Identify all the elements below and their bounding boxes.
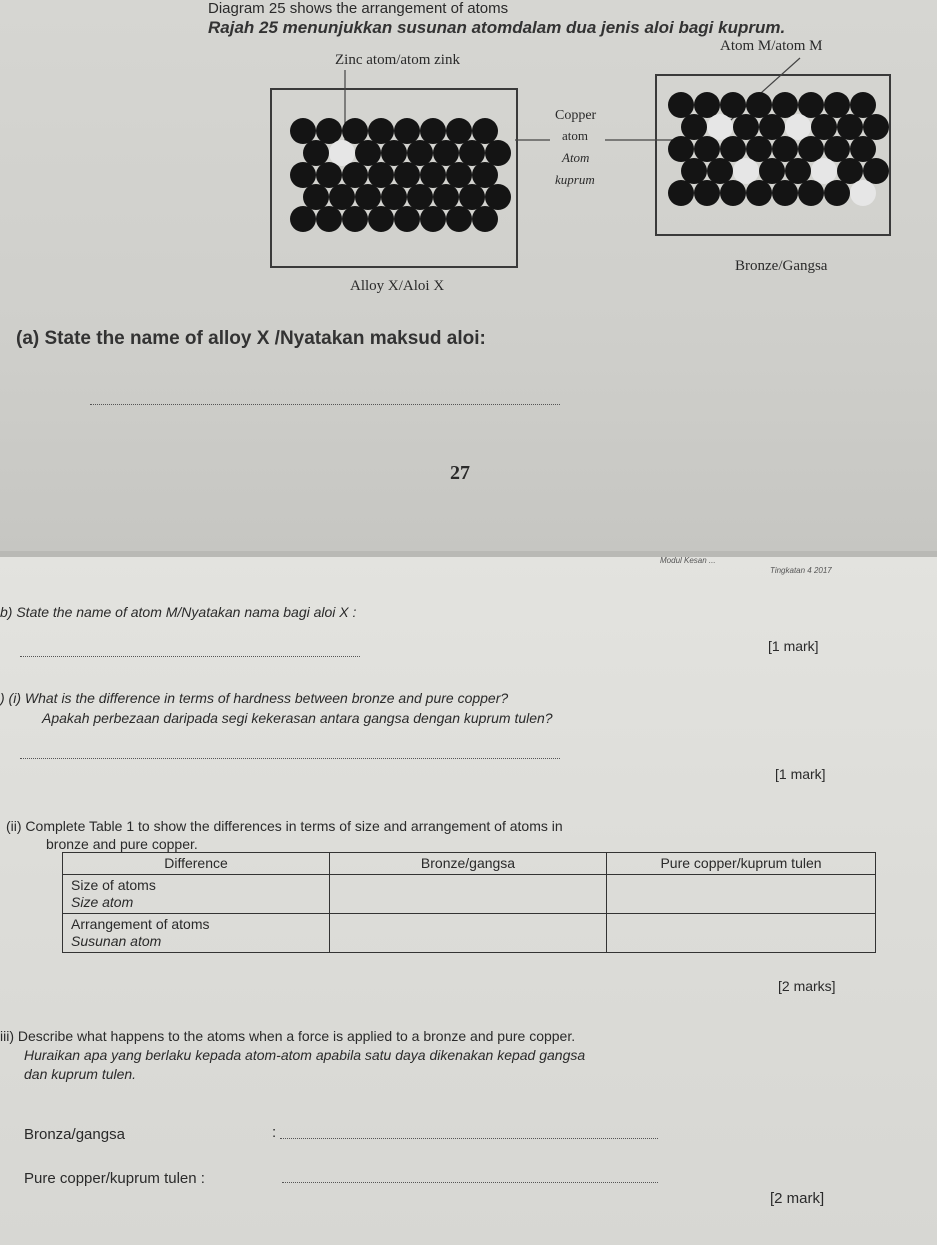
answer-line-copper[interactable] bbox=[282, 1182, 658, 1183]
answer-cell-copper-size[interactable] bbox=[607, 875, 876, 914]
differences-table bbox=[62, 852, 876, 953]
marks-b: [1 mark] bbox=[768, 638, 819, 654]
label-copper-4: kuprum bbox=[555, 172, 595, 187]
marks-c1: [1 mark] bbox=[775, 766, 826, 782]
table-header-row bbox=[63, 853, 876, 875]
label-copper-3: Atom bbox=[562, 150, 590, 165]
question-c2-line2: bronze and pure copper. bbox=[46, 836, 198, 852]
answer-line-bronze[interactable] bbox=[280, 1138, 658, 1139]
page-number: 27 bbox=[450, 462, 470, 484]
label-bronze: Bronze/Gangsa bbox=[735, 258, 828, 274]
table-row bbox=[63, 914, 876, 953]
corner-line-2: Tingkatan 4 2017 bbox=[770, 566, 832, 575]
answer-cell-bronze-arrangement[interactable] bbox=[330, 914, 607, 953]
question-c1-en: ) (i) What is the difference in terms of hardness between bronze and pure copper? bbox=[0, 690, 509, 706]
label-copper-answer: Pure copper/kuprum tulen : bbox=[24, 1170, 205, 1187]
answer-line-b[interactable] bbox=[20, 656, 360, 657]
corner-line-1: Modul Kesan ... bbox=[660, 556, 716, 565]
answer-cell-bronze-size[interactable] bbox=[330, 875, 607, 914]
table-cell-label bbox=[63, 914, 330, 953]
question-a: (a) State the name of alloy X /Nyatakan maksud aloi: bbox=[16, 328, 486, 349]
row-label-ms: Size atom bbox=[71, 894, 134, 910]
label-copper-2: atom bbox=[562, 128, 588, 143]
label-bronze-answer: Bronza/gangsa bbox=[24, 1126, 125, 1143]
table-cell-label bbox=[63, 875, 330, 914]
answer-cell-copper-arrangement[interactable] bbox=[607, 914, 876, 953]
question-c3-ms-line2: dan kuprum tulen. bbox=[24, 1066, 137, 1082]
marks-c3: [2 mark] bbox=[770, 1190, 825, 1207]
row-label-en: Arrangement of atoms bbox=[71, 916, 210, 932]
answer-line-c1[interactable] bbox=[20, 758, 560, 759]
label-alloy-x: Alloy X/Aloi X bbox=[350, 278, 445, 294]
row-label-en: Size of atoms bbox=[71, 877, 156, 893]
intro-line-ms: Rajah 25 menunjukkan susunan atomdalam dua jenis aloi bagi kuprum. bbox=[208, 18, 786, 37]
question-b: b) State the name of atom M/Nyatakan nama bagi aloi X : bbox=[0, 604, 357, 620]
intro-line-en: Diagram 25 shows the arrangement of atoms bbox=[208, 0, 509, 17]
answer-line-a[interactable] bbox=[90, 404, 560, 405]
marks-c2: [2 marks] bbox=[778, 978, 836, 994]
label-zinc-atom: Zinc atom/atom zink bbox=[335, 52, 460, 68]
question-c3-en: iii) Describe what happens to the atoms when a force is applied to a bronze and pure copper. bbox=[0, 1028, 576, 1044]
question-c1-ms: Apakah perbezaan daripada segi kekerasan antara gangsa dengan kuprum tulen? bbox=[42, 710, 553, 726]
question-c3-ms-line1: Huraikan apa yang berlaku kepada atom-atom apabila satu daya dikenakan kepad gangsa bbox=[24, 1047, 586, 1063]
row-label-ms: Susunan atom bbox=[71, 933, 162, 949]
label-copper-1: Copper bbox=[555, 108, 597, 123]
table-row bbox=[63, 875, 876, 914]
label-bronze-separator: : bbox=[272, 1124, 277, 1141]
page-fold bbox=[0, 551, 937, 557]
table-header-difference: Difference bbox=[63, 853, 330, 875]
label-atom-m: Atom M/atom M bbox=[720, 38, 823, 54]
question-c2-line1: (ii) Complete Table 1 to show the differences in terms of size and arrangement of atoms in bbox=[6, 818, 563, 834]
table-header-copper: Pure copper/kuprum tulen bbox=[607, 853, 876, 875]
table-header-bronze: Bronze/gangsa bbox=[330, 853, 607, 875]
